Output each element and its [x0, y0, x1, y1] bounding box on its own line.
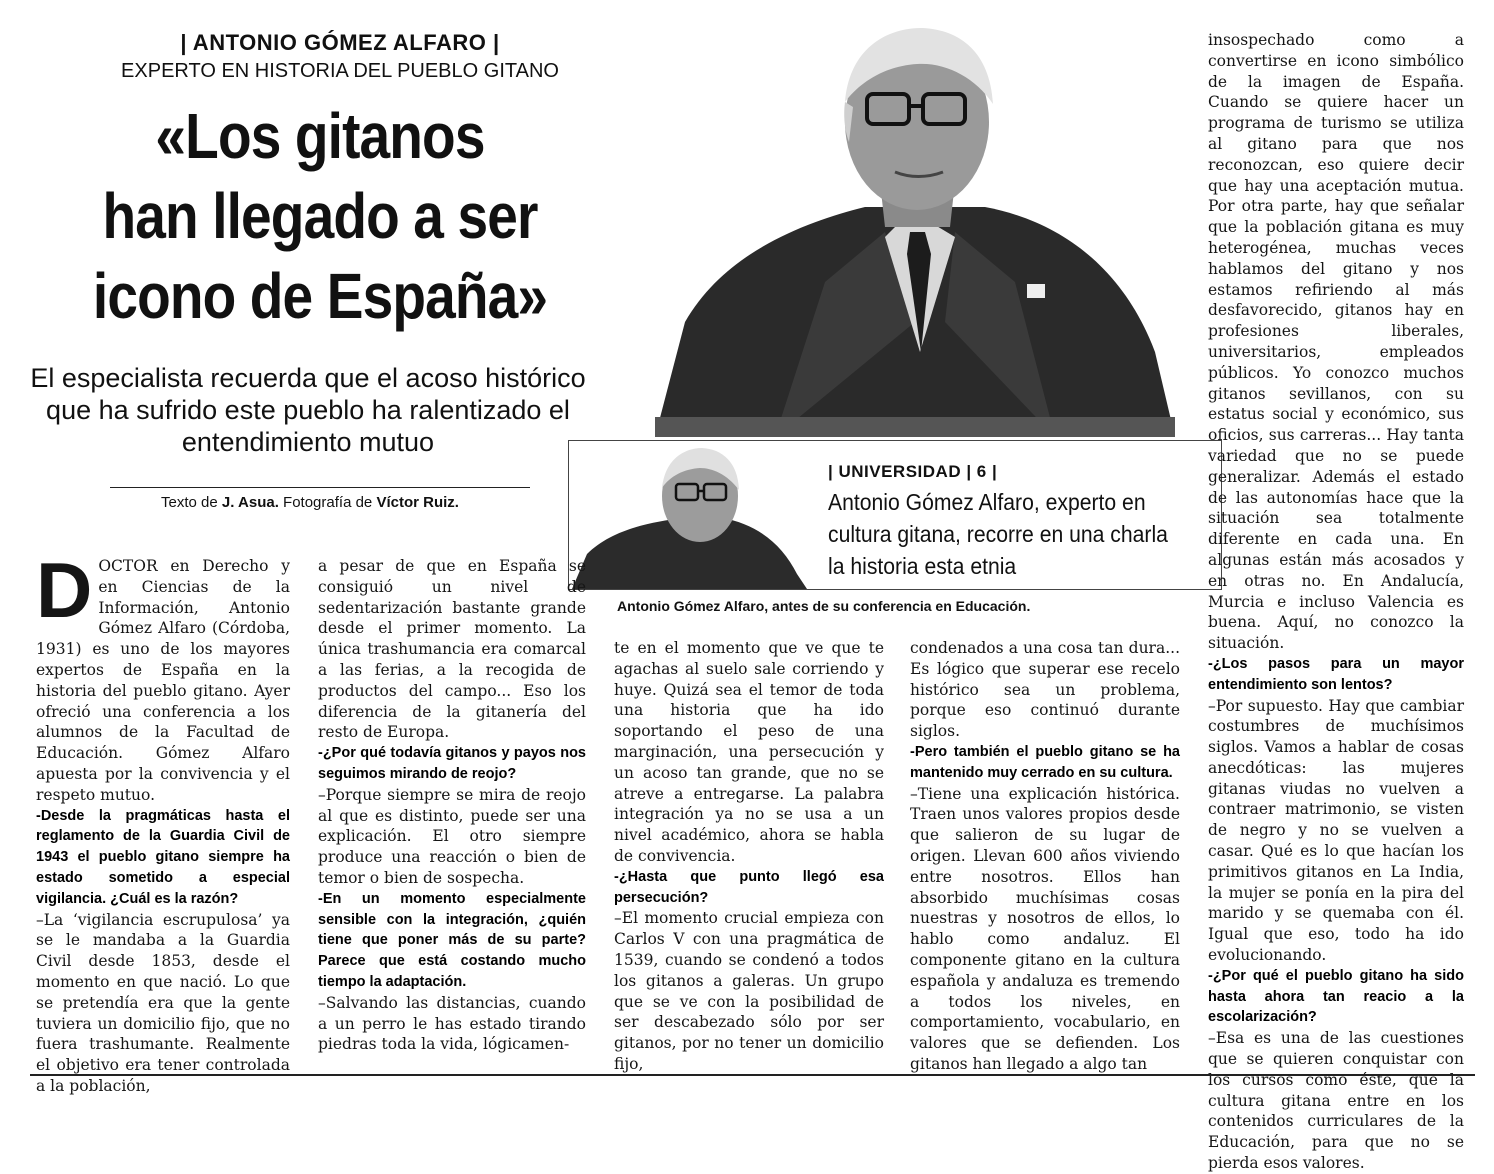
article-column-2: [318, 556, 586, 1055]
answer-5-continued: insospechado como a convertirse en icono simbólico de la imagen de España. Cuando se quiere hacer un programa de turismo se utiliza al gitano para que nos reconozcan, eso quiere decir que hay una aceptación mutua. Por otra parte, hay que señalar que la población gitana es muy heterogénea, muchas veces hablamos del gitano y nos estamos refiriendo al más desfavorecido, gitanos hay en profesiones liberales, universitarios, empleados públicos. Yo conozco muchos gitanos sevillanos, con su estatus social y económico, sus oficios, sus carreras... Hay tanta variedad que no se puede generalizar. Además el estado de las autonomías hace que la situación sea totalmente diferente en cada una. En algunas están más acosados y en otras no. En Andalucía, Murcia e incluso Valencia es buena. Aquí, no conozco la situación.: [1208, 31, 1464, 653]
credit-text-prefix: Texto de: [161, 494, 222, 511]
inset-summary: Antonio Gómez Alfaro, experto en cultura gitana, recorre en una charla la historia esta etnia: [828, 489, 1168, 579]
credit-author: J. Asua.: [221, 494, 279, 511]
credit-photographer: Víctor Ruiz.: [376, 494, 459, 511]
photo-caption: Antonio Gómez Alfaro, antes de su conferencia en Educación.: [617, 598, 1031, 614]
headline-line-2: han llegado a ser: [102, 180, 538, 252]
question-3: -En un momento especialmente sensible con la integración, ¿quién tiene que poner más de su parte? Parece que está costando mucho tiempo la adaptación.: [318, 890, 586, 990]
question-7: -¿Por qué el pueblo gitano ha sido hasta ahora tan reacio a la escolarización?: [1208, 967, 1464, 1026]
answer-1: –La ‘vigilancia escrupulosa’ ya se le mandaba a la Guardia Civil desde 1853, desde el momento en que nació. Lo que se pretendía era que la gente tuviera un domicilio fijo, que no fuera trashumante. Realmente el objetivo era tener controlada a la población,: [36, 910, 290, 1095]
answer-3: –Salvando las distancias, cuando a un perro le has estado tirando piedras toda la vida, lógicamen-: [318, 993, 586, 1054]
article-column-5: [1208, 30, 1464, 1174]
article-column-3: [614, 638, 884, 1075]
credit-rule: [110, 487, 530, 488]
inset-portrait-photo: [572, 444, 807, 589]
answer-6: –Por supuesto. Hay que cambiar costumbres de muchísimos siglos. Vamos a hablar de cosas anecdóticas: las mujeres gitanas viudas no vuelven a contraer matrimonio, se visten de negro y no se vuelven a casar. Qué es lo que hacían los primitivos gitanos en La India, la mujer se ponía en la pira del marido y se quemaba con él. Igual que eso, todo ha ido evolucionando.: [1208, 696, 1464, 965]
article-column-1: [36, 546, 290, 1097]
answer-5: –Tiene una explicación histórica. Traen unos valores propios desde que salieron de su lugar de origen. Llevan 600 años viviendo entre nosotros. Ellos han absorbido muchísimas cosas nuestras y nosotros de ellos, lo hablo como andaluz. El componente gitano en la cultura española y andaluza es tremendo a todos los niveles, en comportamiento, vocabulario, en valores que se defienden. Los gitanos han llegado a algo tan: [910, 784, 1180, 1073]
intro-text: OCTOR en Derecho y en Ciencias de la Información, Antonio Gómez Alfaro (Córdoba, 1931) es uno de los mayores expertos de España en la historia del pueblo gitano. Ayer ofreció una conferencia a los alumnos de la Facultad de Educación. Gómez Alfaro apuesta por la convivencia y el respeto mutuo.: [36, 557, 290, 804]
question-1: -Desde la pragmáticas hasta el reglamento de la Guardia Civil de 1943 el pueblo gitano siempre ha estado sometido a especial vigilancia. ¿Cuál es la razón?: [36, 807, 290, 907]
inset-kicker: | UNIVERSIDAD | 6 |: [828, 462, 998, 481]
headline-line-1: «Los gitanos: [155, 100, 485, 172]
bottom-rule: [30, 1074, 1475, 1076]
answer-7: –Esa es una de las cuestiones que se quieren conquistar con los cursos como éste, que la cultura gitana entre en los contenidos curriculares de la Educación, para que no se pierda esos valores.: [1208, 1029, 1464, 1173]
credit-photo-prefix: Fotografía de: [278, 494, 377, 511]
answer-2: –Porque siempre se mira de reojo al que es distinto, puede ser una explicación. El otro siempre produce una reacción o bien de temor o bien de sospecha.: [318, 785, 586, 887]
question-5: -Pero también el pueblo gitano se ha mantenido muy cerrado en su cultura.: [910, 743, 1180, 781]
article-column-4: [910, 638, 1180, 1075]
answer-3-continued: te en el momento que ve que te agachas al suelo sale corriendo y huye. Quizá sea el temor de toda una historia que ha ido soportando el peso de una marginación, una persecución y un acoso tan grande, que no se atreve a entregarse. La palabra integración ya no se usa a un nivel académico, ahora se habla de convivencia.: [614, 639, 884, 865]
portrait-photo: [655, 22, 1175, 437]
dropcap: D: [36, 546, 93, 634]
headline: [71, 96, 570, 336]
deck-subheadline: El especialista recuerda que el acoso histórico que ha sufrido este pueblo ha ralentizado el entendimiento mutuo: [30, 363, 586, 457]
answer-4-continued: condenados a una cosa tan dura... Es lógico que superar ese recelo histórico sea un problema, porque eso continuó durante siglos.: [910, 639, 1180, 741]
question-6: -¿Los pasos para un mayor entendimiento son lentos?: [1208, 655, 1464, 693]
question-2: -¿Por qué todavía gitanos y payos nos seguimos mirando de reojo?: [318, 745, 586, 782]
headline-line-3: icono de España»: [92, 260, 548, 332]
intro-paragraph: [36, 546, 290, 806]
byline-subtitle: EXPERTO EN HISTORIA DEL PUEBLO GITANO: [121, 60, 559, 82]
byline: | ANTONIO GÓMEZ ALFARO |: [180, 30, 500, 55]
answer-4: –El momento crucial empieza con Carlos V con una pragmática de 1539, cuando se condenó a todos los gitanos a galeras. Un grupo que se ve con la posibilidad de ser descabezado sólo por ser gitanos, por no tener un domicilio fijo,: [614, 909, 884, 1073]
answer-1-continued: a pesar de que en España se consiguió un nivel de sedentarización bastante grande desde el primer momento. La única trashumancia era comarcal a las ferias, a la recogida de productos del campo... Eso los diferencia de la gitanería del resto de Europa.: [318, 557, 586, 742]
question-4: -¿Hasta que punto llegó esa persecución?: [614, 868, 884, 906]
credit-line: [100, 494, 520, 511]
